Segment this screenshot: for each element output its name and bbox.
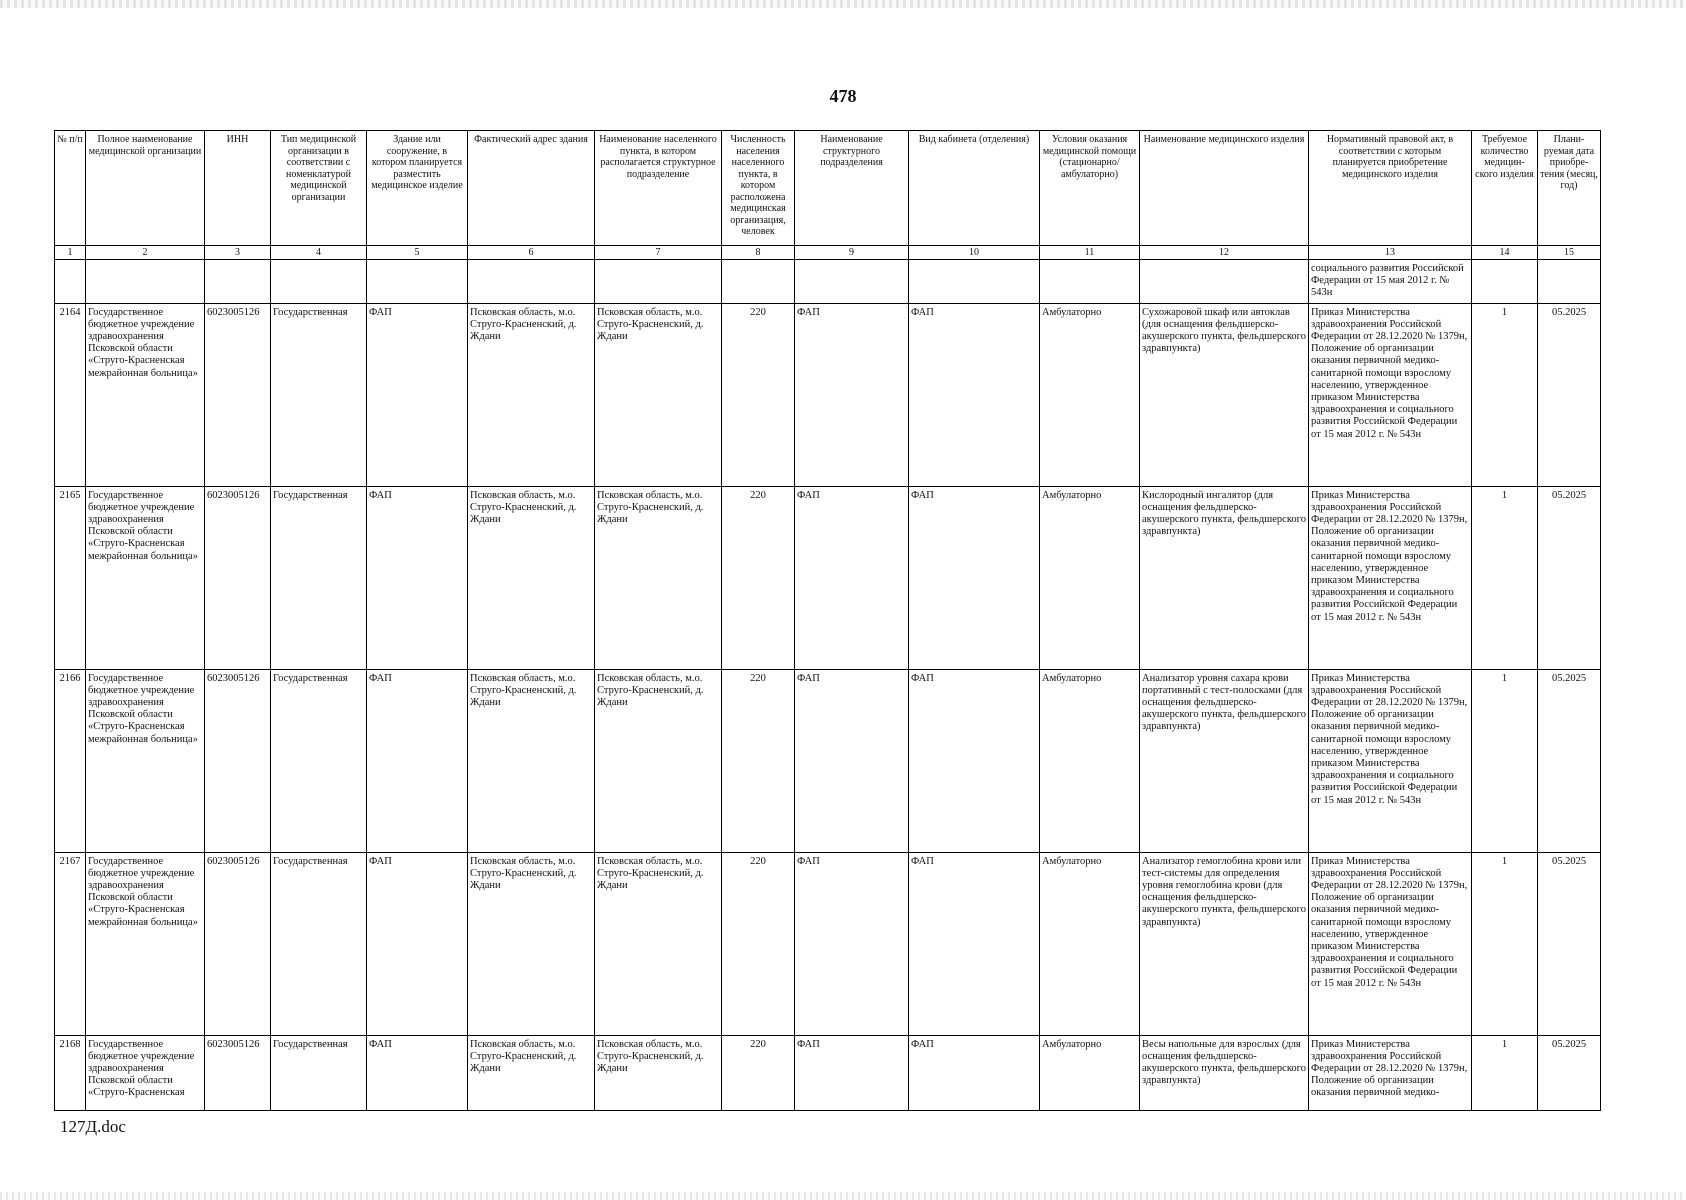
table-cell [595,260,722,304]
column-number: 13 [1309,246,1472,260]
care-conditions-cell: Амбулаторно [1040,1035,1140,1110]
care-conditions-cell: Амбулаторно [1040,852,1140,1035]
col-header: ИНН [205,131,271,246]
settlement-cell: Псковская область, м.о. Струго-Красненский, д. Ждани [595,852,722,1035]
room-type-cell: ФАП [909,303,1040,486]
settlement-cell: Псковская область, м.о. Струго-Красненский, д. Ждани [595,303,722,486]
data-table [54,130,1601,1111]
population-cell: 220 [722,303,795,486]
device-name-cell: Анализатор гемоглобина крови или тест-системы для определения уровня гемоглобина крови (для оснащения фельдшерско-акушерского пункта, фельдшерского здравпункта) [1140,852,1309,1035]
legal-act-cell: Приказ Министерства здравоохранения Российской Федерации от 28.12.2020 № 1379н, Положение об организации оказания первичной медико-санитарной помощи взрослому населению, утвержденное приказом Министерства здравоохранения и социального развития Российской Федерации от 15 мая 2012 г. № 543н [1309,303,1472,486]
legal-act-cell: Приказ Министерства здравоохранения Российской Федерации от 28.12.2020 № 1379н, Положение об организации оказания первичной медико-санитарной помощи взрослому населению, утвержденное приказом Министерства здравоохранения и социального развития Российской Федерации от 15 мая 2012 г. № 543н [1309,669,1472,852]
table-cell [205,260,271,304]
settlement-cell: Псковская область, м.о. Струго-Красненский, д. Ждани [595,486,722,669]
table-cell [271,260,367,304]
address-cell: Псковская область, м.о. Струго-Красненский, д. Ждани [468,1035,595,1110]
page-number: 478 [829,86,857,106]
header-row [55,131,1601,246]
col-header: Условия оказания медицинской помощи (стационарно/ амбулаторно) [1040,131,1140,246]
legal-act-cell: Приказ Министерства здравоохранения Российской Федерации от 28.12.2020 № 1379н, Положение об организации оказания первичной медико-санитарной помощи взрослому населению, утвержденное приказом Министерства здравоохранения и социального развития Российской Федерации от 15 мая 2012 г. № 543н [1309,486,1472,669]
column-number: 9 [795,246,909,260]
org-type-cell: Государственная [271,669,367,852]
quantity-cell: 1 [1472,852,1538,1035]
col-header: Численность населения населенного пункта, в котором расположена медицинская организация, человек [722,131,795,246]
column-number-row [55,246,1601,260]
population-cell: 220 [722,852,795,1035]
planned-date-cell: 05.2025 [1538,1035,1601,1110]
column-number: 4 [271,246,367,260]
population-cell: 220 [722,486,795,669]
column-number: 12 [1140,246,1309,260]
column-number: 6 [468,246,595,260]
inn-cell: 6023005126 [205,1035,271,1110]
col-header: Требуемое количество медицин-ского изделия [1472,131,1538,246]
settlement-cell: Псковская область, м.о. Струго-Красненский, д. Ждани [595,1035,722,1110]
table-row [55,852,1601,1035]
room-type-cell: ФАП [909,852,1040,1035]
continuation-cell: социального развития Российской Федерации от 15 мая 2012 г. № 543н [1309,260,1472,304]
column-number: 1 [55,246,86,260]
quantity-cell: 1 [1472,486,1538,669]
room-type-cell: ФАП [909,486,1040,669]
table-cell [468,260,595,304]
legal-act-cell: Приказ Министерства здравоохранения Российской Федерации от 28.12.2020 № 1379н, Положение об организации оказания первичной медико- [1309,1035,1472,1110]
column-number: 10 [909,246,1040,260]
column-number: 7 [595,246,722,260]
device-name-cell: Анализатор уровня сахара крови портативный с тест-полосками (для оснащения фельдшерско-акушерского пункта, фельдшерского здравпункта) [1140,669,1309,852]
inn-cell: 6023005126 [205,486,271,669]
population-cell: 220 [722,1035,795,1110]
care-conditions-cell: Амбулаторно [1040,669,1140,852]
footer-filename: 127Д.doc [60,1117,126,1136]
room-type-cell: ФАП [909,1035,1040,1110]
org-name-cell: Государственное бюджетное учреждение здравоохранения Псковской области «Струго-Красненская межрайонная больница» [86,852,205,1035]
org-type-cell: Государственная [271,852,367,1035]
org-name-cell: Государственное бюджетное учреждение здравоохранения Псковской области «Струго-Красненская межрайонная больница» [86,486,205,669]
structural-unit-cell: ФАП [795,852,909,1035]
device-name-cell: Кислородный ингалятор (для оснащения фельдшерско-акушерского пункта, фельдшерского здравпункта) [1140,486,1309,669]
row-number-cell: 2164 [55,303,86,486]
row-number-cell: 2166 [55,669,86,852]
col-header: Плани-руемая дата приобре-тения (месяц, год) [1538,131,1601,246]
col-header: Вид кабинета (отделения) [909,131,1040,246]
org-type-cell: Государственная [271,486,367,669]
column-number: 14 [1472,246,1538,260]
structural-unit-cell: ФАП [795,1035,909,1110]
building-cell: ФАП [367,1035,468,1110]
table-row [55,1035,1601,1110]
org-name-cell: Государственное бюджетное учреждение здравоохранения Псковской области «Струго-Красненская межрайонная больница» [86,303,205,486]
settlement-cell: Псковская область, м.о. Струго-Красненский, д. Ждани [595,669,722,852]
quantity-cell: 1 [1472,303,1538,486]
quantity-cell: 1 [1472,1035,1538,1110]
org-name-cell: Государственное бюджетное учреждение здравоохранения Псковской области «Струго-Красненская межрайонная больница» [86,669,205,852]
building-cell: ФАП [367,303,468,486]
planned-date-cell: 05.2025 [1538,669,1601,852]
col-header: № п/п [55,131,86,246]
scan-edge-top [0,0,1686,8]
address-cell: Псковская область, м.о. Струго-Красненский, д. Ждани [468,486,595,669]
device-name-cell: Весы напольные для взрослых (для оснащения фельдшерско-акушерского пункта, фельдшерского здравпункта) [1140,1035,1309,1110]
inn-cell: 6023005126 [205,303,271,486]
table-cell [1040,260,1140,304]
device-name-cell: Сухожаровой шкаф или автоклав (для оснащения фельдшерско-акушерского пункта, фельдшерского здравпункта) [1140,303,1309,486]
quantity-cell: 1 [1472,669,1538,852]
structural-unit-cell: ФАП [795,486,909,669]
address-cell: Псковская область, м.о. Струго-Красненский, д. Ждани [468,303,595,486]
table-cell [55,260,86,304]
table-cell [367,260,468,304]
building-cell: ФАП [367,669,468,852]
table-cell [1538,260,1601,304]
column-number: 3 [205,246,271,260]
room-type-cell: ФАП [909,669,1040,852]
col-header: Здание или сооружение, в котором планируется разместить медицинское изделие [367,131,468,246]
col-header: Полное наименование медицинской организации [86,131,205,246]
col-header: Наименование медицинского изделия [1140,131,1309,246]
address-cell: Псковская область, м.о. Струго-Красненский, д. Ждани [468,852,595,1035]
care-conditions-cell: Амбулаторно [1040,303,1140,486]
planned-date-cell: 05.2025 [1538,852,1601,1035]
planned-date-cell: 05.2025 [1538,486,1601,669]
population-cell: 220 [722,669,795,852]
table-cell [795,260,909,304]
inn-cell: 6023005126 [205,852,271,1035]
planned-date-cell: 05.2025 [1538,303,1601,486]
structural-unit-cell: ФАП [795,303,909,486]
column-number: 2 [86,246,205,260]
structural-unit-cell: ФАП [795,669,909,852]
table-cell [1472,260,1538,304]
table-row [55,669,1601,852]
building-cell: ФАП [367,852,468,1035]
org-type-cell: Государственная [271,303,367,486]
column-number: 5 [367,246,468,260]
org-name-cell: Государственное бюджетное учреждение здравоохранения Псковской области «Струго-Красненская [86,1035,205,1110]
scan-edge-bottom [0,1192,1686,1200]
row-number-cell: 2167 [55,852,86,1035]
continuation-row [55,260,1601,304]
table-cell [1140,260,1309,304]
legal-act-cell: Приказ Министерства здравоохранения Российской Федерации от 28.12.2020 № 1379н, Положение об организации оказания первичной медико-санитарной помощи взрослому населению, утвержденное приказом Министерства здравоохранения и социального развития Российской Федерации от 15 мая 2012 г. № 543н [1309,852,1472,1035]
table-cell [722,260,795,304]
col-header: Тип медицинской организации в соответствии с номенклатурой медицинской организации [271,131,367,246]
col-header: Нормативный правовой акт, в соответствии с которым планируется приобретение медицинского изделия [1309,131,1472,246]
address-cell: Псковская область, м.о. Струго-Красненский, д. Ждани [468,669,595,852]
row-number-cell: 2165 [55,486,86,669]
column-number: 8 [722,246,795,260]
col-header: Фактический адрес здания [468,131,595,246]
inn-cell: 6023005126 [205,669,271,852]
col-header: Наименование населенного пункта, в котором располагается структурное подразделение [595,131,722,246]
table-row [55,486,1601,669]
table-row [55,303,1601,486]
building-cell: ФАП [367,486,468,669]
row-number-cell: 2168 [55,1035,86,1110]
org-type-cell: Государственная [271,1035,367,1110]
col-header: Наименование структурного подразделения [795,131,909,246]
care-conditions-cell: Амбулаторно [1040,486,1140,669]
column-number: 15 [1538,246,1601,260]
table-cell [909,260,1040,304]
table-cell [86,260,205,304]
column-number: 11 [1040,246,1140,260]
